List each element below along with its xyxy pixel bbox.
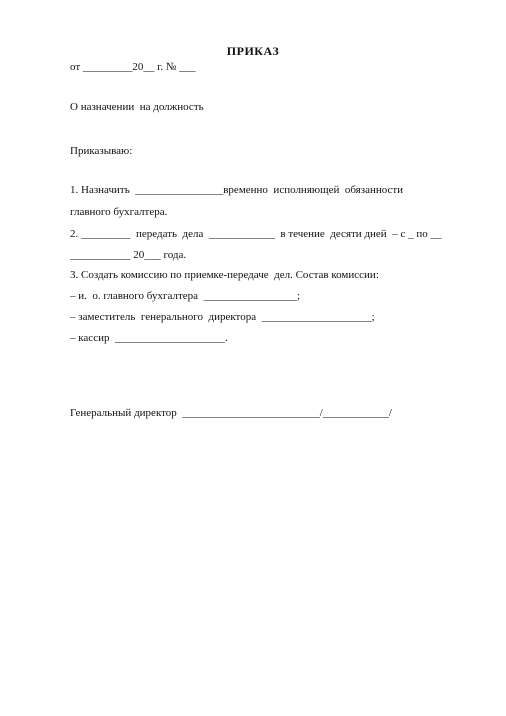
order-preamble: Приказываю:	[70, 145, 133, 157]
order-subject: О назначении на должность	[70, 101, 204, 113]
commission-member-2: – заместитель генерального директора ____________________;	[70, 311, 375, 323]
item-1-line-1: 1. Назначить ________________временно исполняющей обязанности	[70, 184, 404, 196]
signature-line: Генеральный директор _________________________/____________/	[70, 407, 392, 419]
item-2-line-2: ___________ 20___ года.	[70, 249, 187, 261]
commission-member-1: – и. о. главного бухгалтера _________________;	[70, 290, 301, 302]
item-2-line-1: 2. _________ передать дела ____________ в течение десяти дней – с _ по __	[70, 228, 442, 240]
commission-member-3: – кассир ____________________.	[70, 332, 228, 344]
item-1-line-2: главного бухгалтера.	[70, 206, 168, 218]
item-3-line-1: 3. Создать комиссию по приемке-передаче дел. Состав комиссии:	[70, 269, 379, 281]
date-number-line: от _________20__ г. № ___	[70, 61, 196, 73]
document-title: ПРИКАЗ	[226, 44, 280, 58]
